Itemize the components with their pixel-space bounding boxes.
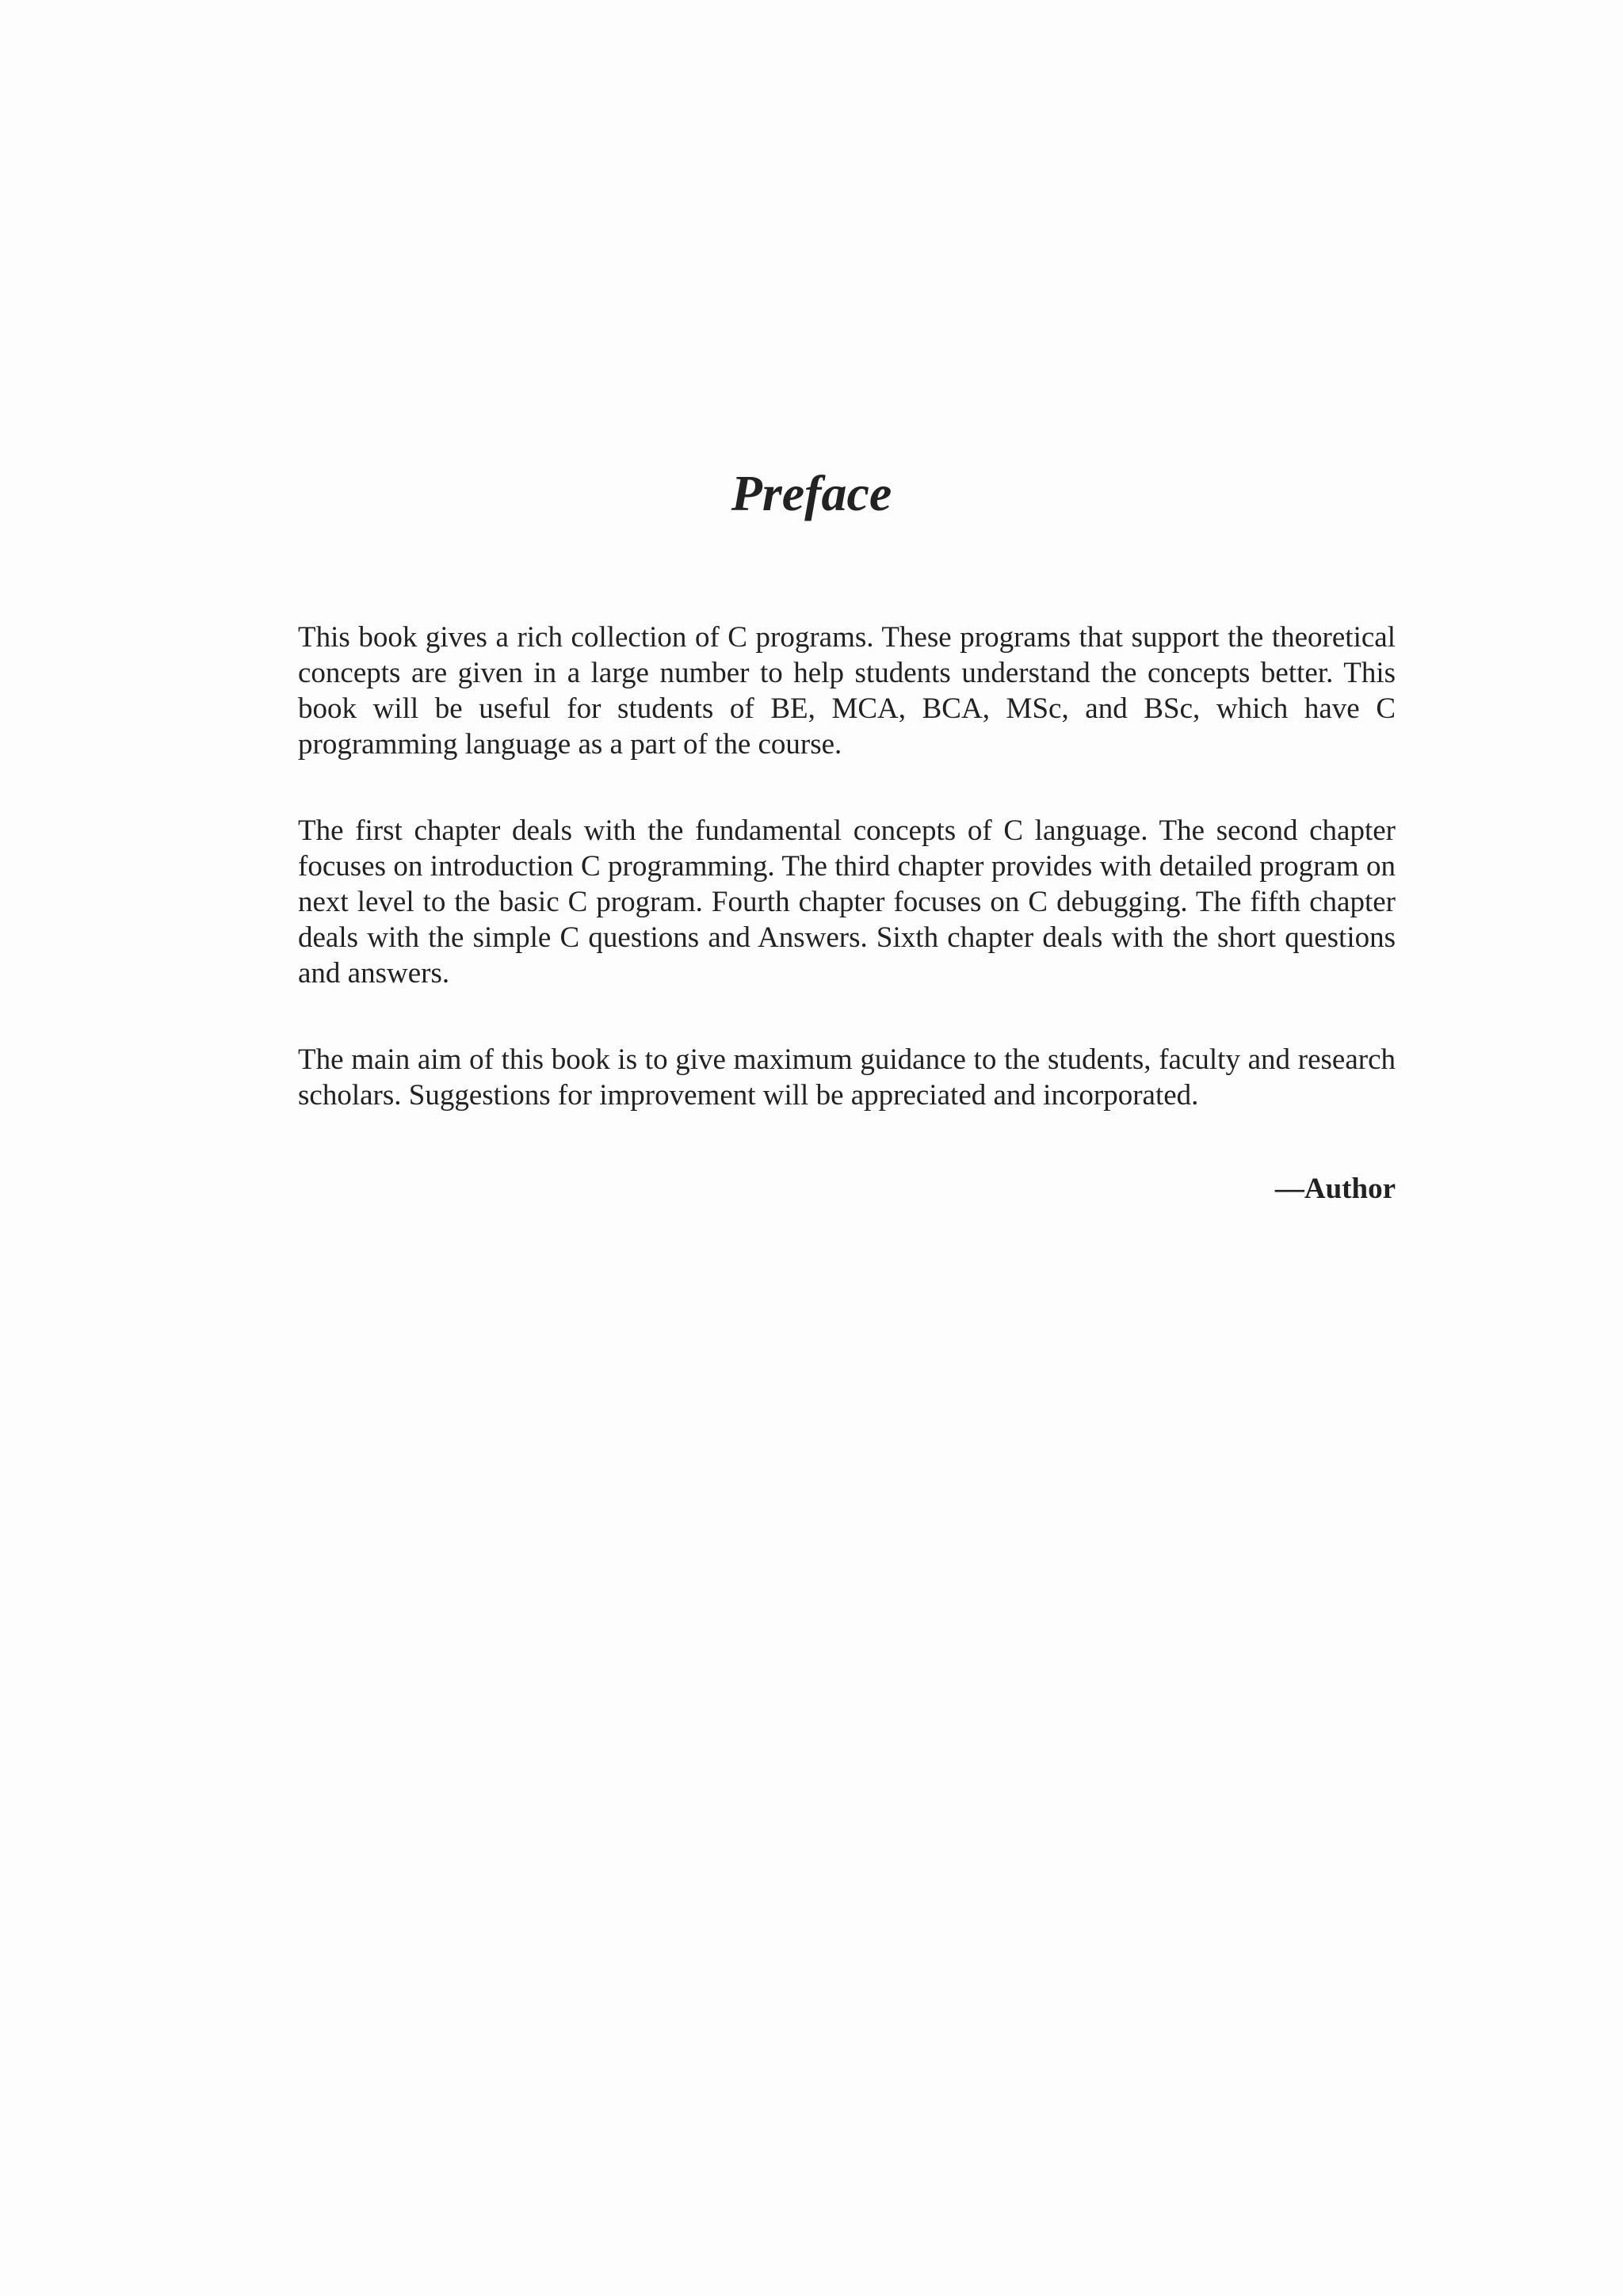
author-signature: —Author xyxy=(1274,1173,1396,1205)
paragraph-intro: This book gives a rich collection of C programs. These programs that support the theoretical concepts are given in a large number to help students understand the concepts better. This book will be useful for students of BE, MCA, BCA, MSc, and BSc, which have C programming language as a part of the course. xyxy=(298,621,1396,761)
page-title: Preface xyxy=(731,465,892,521)
paragraph-chapters: The first chapter deals with the fundamental concepts of C language. The second chapter focuses on introduction C programming. The third chapter provides with detailed program on next level to the basic C program. Fourth chapter focuses on C debugging. The fifth chapter deals with the simple C questions and Answers. Sixth chapter deals with the short questions and answers. xyxy=(298,814,1396,990)
preface-body xyxy=(298,620,1396,1164)
paragraph-aim: The main aim of this book is to give maximum guidance to the students, faculty and research scholars. Suggestions for improvement will be appreciated and incorporated. xyxy=(298,1043,1396,1112)
